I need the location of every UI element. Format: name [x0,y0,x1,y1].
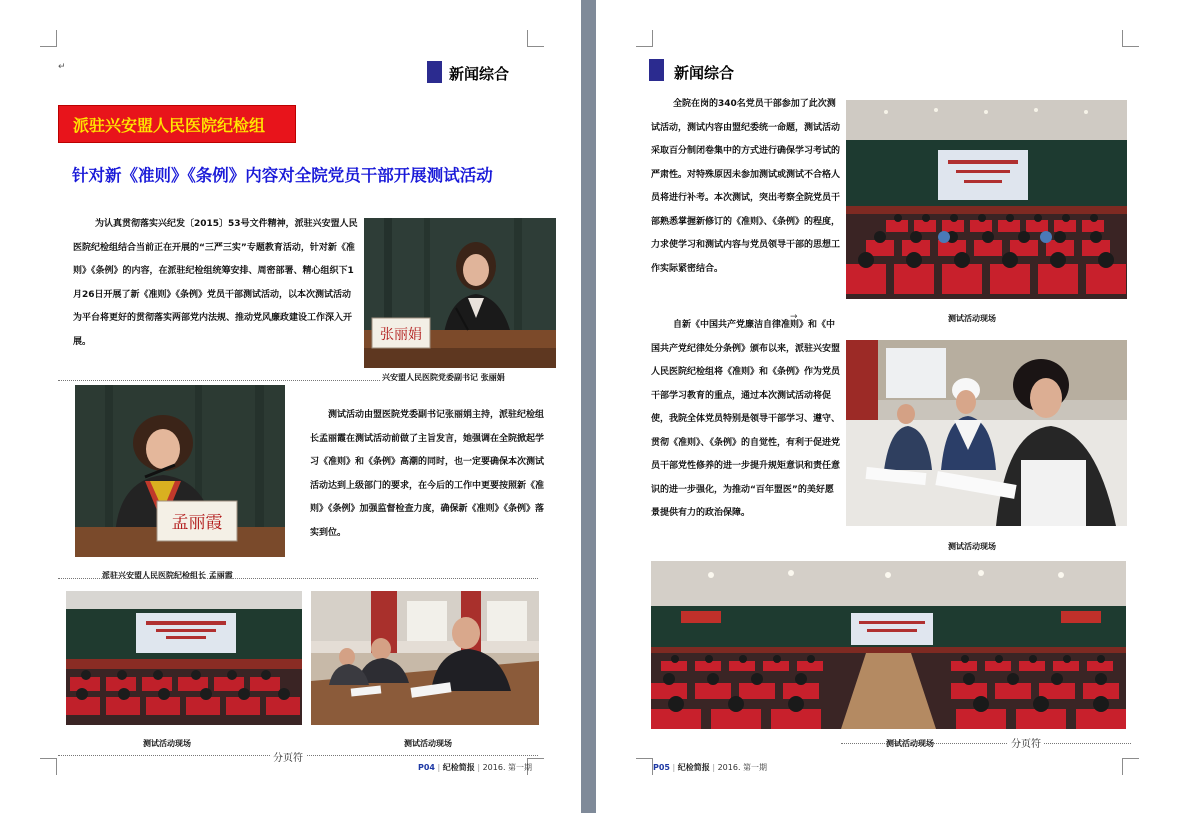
nameplate-text: 孟丽霞 [171,513,223,533]
photo-nurses-exam [846,340,1127,526]
photo-exam-desk [311,591,539,725]
footer-publication: 纪检简报 [442,763,475,772]
paragraph-mark-icon: ↵ [58,62,66,72]
page-break-label: 分页符 [270,749,306,764]
crop-mark [636,30,653,47]
dotted-rule [58,578,538,579]
photo-auditorium-wide [846,100,1127,299]
photo-caption: 测试活动现场 [948,542,996,551]
section-header-bar [427,61,442,83]
page-break-label: 分页符 [1008,735,1044,750]
crop-mark [1122,30,1139,47]
footer-page-number: P05 [653,763,670,772]
org-banner [58,105,296,143]
crop-mark [40,758,57,775]
photo-caption: 兴安盟人民医院党委副书记 张丽娟 [382,373,505,382]
article-headline: 针对新《准则》《条例》内容对全院党员干部开展测试活动 [72,166,493,185]
document-page-right [596,0,1178,813]
crop-mark [527,30,544,47]
footer-issue: 2016. 第一期 [482,763,533,772]
article-paragraph: 自新《中国共产党廉洁自律准则》和《中国共产党纪律处分条例》颁布以来，派驻兴安盟人民医院纪检组将《准则》和《条例》作为党员干部学习教育的重点，通过本次测试活动将促使，我院全体党员特别是领导干部学习、遵守、贯彻《准则》、《条例》的自觉性，有利于促进党员干部党性修养的进一步提升规矩意识和责任意识的进一步强化，为推动“百年盟医”的美好愿景提供有力的政治保障。 [651,320,841,518]
photo-caption: 测试活动现场 [886,739,934,748]
page-break-line [841,743,1131,744]
crop-mark [1122,758,1139,775]
document-page-left [0,0,581,813]
photo-speaker-zhang [364,218,556,368]
page-footer: P05 | 纪检简报 | 2016. 第一期 [653,763,768,772]
photo-caption: 测试活动现场 [948,314,996,323]
tab-arrow-icon: → [790,312,798,322]
photo-caption: 派驻兴安盟人民医院纪检组长 孟丽霞 [102,571,233,580]
photo-caption: 测试活动现场 [143,739,191,748]
crop-mark [40,30,57,47]
photo-auditorium [66,591,302,725]
footer-publication: 纪检简报 [677,763,710,772]
article-paragraph: 全院在岗的340名党员干部参加了此次测试活动，测试内容由盟纪委统一命题，测试活动采取百分制闭卷集中的方式进行确保学习考试的严肃性。对特殊原因未参加测试或测试不合格人员将进行补考。本次测试，突出考察全院党员干部熟悉掌握新修订的《准则》、《条例》的程度，力求使学习和测试内容与党员领导干部的思想工作实际紧密结合。 [651,99,841,274]
org-banner-text: 派驻兴安盟人民医院纪检组 [73,116,266,135]
page-footer: P04 | 纪检简报 | 2016. 第一期 [418,763,533,772]
section-header: 新闻综合 [449,65,510,83]
photo-auditorium-panorama [651,561,1126,729]
article-paragraph: 为认真贯彻落实兴纪发〔2015〕53号文件精神，派驻兴安盟人民医院纪检组结合当前正在开展的“三严三实”专题教育活动，针对新《准则》《条例》的内容，在派驻纪检组统筹安排、周密部署、精心组织下1月26日开展了新《准则》《条例》党员干部测试活动，以本次测试活动为平台将更好的贯彻落实两部党内法规、推动党风廉政建设工作深入开展。 [73,219,358,347]
photo-speaker-meng [75,385,285,557]
crop-mark [636,758,653,775]
footer-issue: 2016. 第一期 [717,763,768,772]
dotted-rule [58,380,380,381]
photo-caption: 测试活动现场 [404,739,452,748]
section-header: 新闻综合 [674,64,735,82]
section-header-bar [649,59,664,81]
article-paragraph: 测试活动由盟医院党委副书记张丽娟主持，派驻纪检组长孟丽霞在测试活动前做了主旨发言，她强调在全院掀起学习《准则》和《条例》高潮的同时，也一定要确保本次测试活动达到上级部门的要求，在今后的工作中更要按照新《准则》《条例》加强监督检查力度，确保新《准则》《条例》落实到位。 [310,410,545,538]
nameplate-text: 张丽娟 [380,327,422,343]
footer-page-number: P04 [418,763,435,772]
